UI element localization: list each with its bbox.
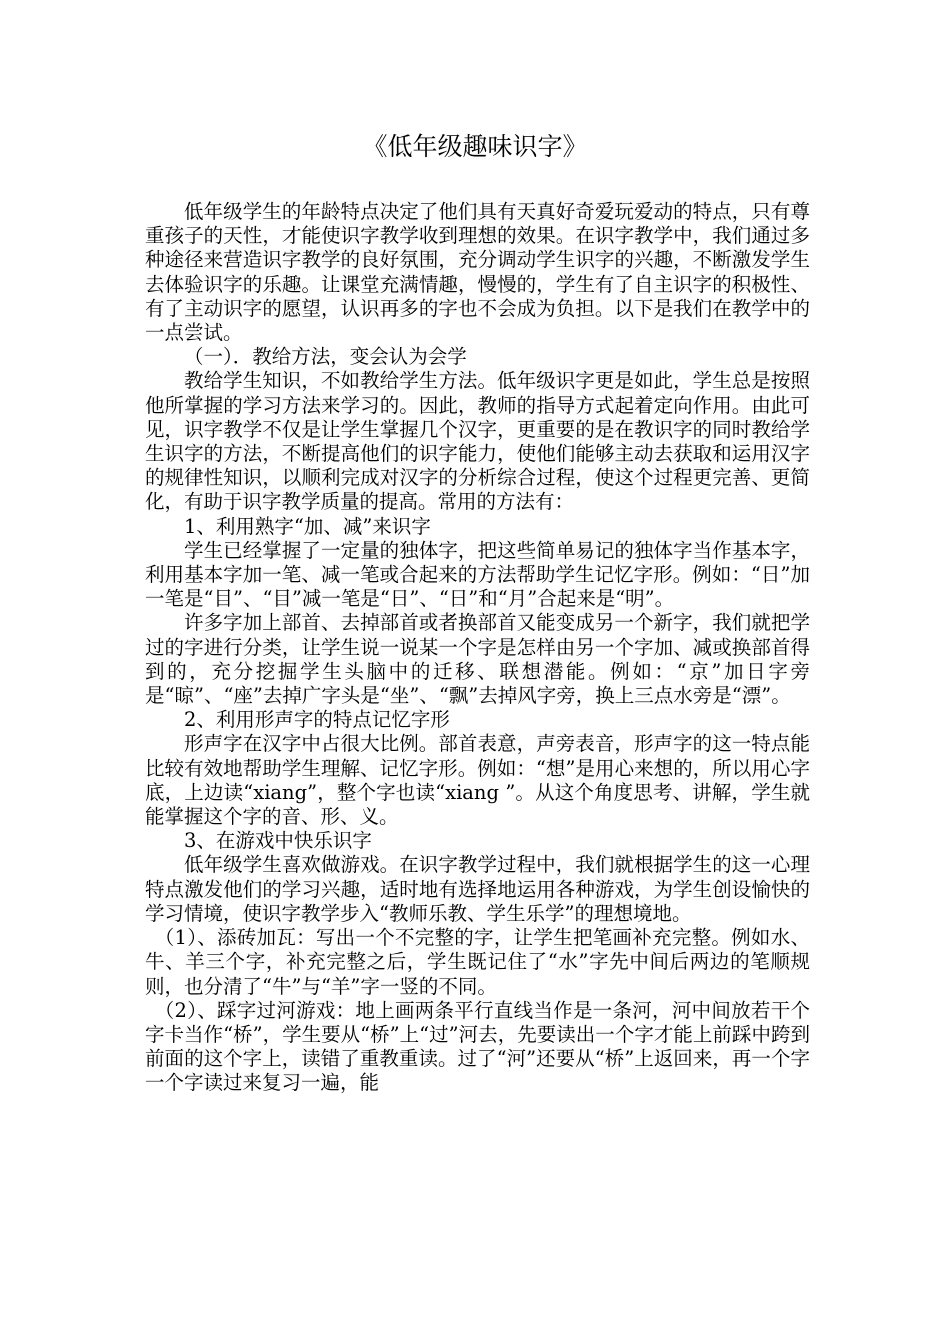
document-title: 《低年级趣味识字》: [362, 132, 588, 161]
subheading-3: 3、在游戏中快乐识字: [184, 829, 372, 853]
section-heading-1: （一）．教给方法，变会认为会学: [184, 345, 467, 369]
subheading-2: 2、利用形声字的特点记忆字形: [184, 708, 450, 732]
game-item-1: （1）、添砖加瓦：写出一个不完整的字，让学生把笔画补充完整。例如水、牛、羊三个字，补充完整之后，学生既记住了“水”字先中间后两边的笔顺规则，也分清了“牛”与“羊”字一竖的不同。: [145, 926, 810, 998]
game-item-2: （2）、踩字过河游戏：地上画两条平行直线当作是一条河，河中间放若干个字卡当作“桥”，学生要从“桥”上“过”河去，先要读出一个字才能上前踩中跨到前面的这个字上，读错了重教重读。过了“河”还要从“桥”上返回来，再一个字一个字读过来复习一遍，能: [145, 998, 810, 1095]
body-paragraph: 形声字在汉字中占很大比例。部首表意，声旁表音，形声字的这一特点能比较有效地帮助学生理解、记忆字形。例如：“想”是用心来想的，所以用心字底，上边读“xiang”，整个字也读“xiang ”。从这个角度思考、讲解，学生就能掌握这个字的音、形、义。: [145, 732, 810, 829]
document-body: [145, 200, 810, 1096]
body-paragraph: 学生已经掌握了一定量的独体字，把这些简单易记的独体字当作基本字，利用基本字加一笔、减一笔或合起来的方法帮助学生记忆字形。例如：“日”加一笔是“目”、“目”减一笔是“日”、“日”和“月”合起来是“明”。: [145, 538, 810, 611]
body-paragraph: 教给学生知识，不如教给学生方法。低年级识字更是如此，学生总是按照他所掌握的学习方法来学习的。因此，教师的指导方式起着定向作用。由此可见，识字教学不仅是让学生掌握几个汉字，更重要的是在教识字的同时教给学生识字的方法，不断提高他们的识字能力，使他们能够主动去获取和运用汉字的规律性知识，以顺利完成对汉字的分析综合过程，使这个过程更完善、更简化，有助于识字教学质量的提高。常用的方法有：: [145, 369, 810, 514]
body-paragraph: 低年级学生喜欢做游戏。在识字教学过程中，我们就根据学生的这一心理特点激发他们的学习兴趣，适时地有选择地运用各种游戏，为学生创设愉快的学习情境，使识字教学步入“教师乐教、学生乐学”的理想境地。: [145, 853, 810, 925]
subheading-1: 1、利用熟字“加、减”来识字: [184, 514, 431, 538]
body-paragraph: 许多字加上部首、去掉部首或者换部首又能变成另一个新字，我们就把学过的字进行分类，让学生说一说某一个字是怎样由另一个字加、减或换部首得到的，充分挖掘学生头脑中的迁移、联想潜能。例如：“京”加日字旁是“晾”、“座”去掉广字头是“坐”、“飘”去掉风字旁，换上三点水旁是“漂”。: [145, 611, 810, 708]
intro-paragraph: 低年级学生的年龄特点决定了他们具有天真好奇爱玩爱动的特点，只有尊重孩子的天性，才能使识字教学收到理想的效果。在识字教学中，我们通过多种途径来营造识字教学的良好氛围，充分调动学生识字的兴趣，不断激发学生去体验识字的乐趣。让课堂充满情趣，慢慢的，学生有了自主识字的积极性、有了主动识字的愿望，认识再多的字也不会成为负担。以下是我们在教学中的一点尝试。: [145, 200, 810, 345]
